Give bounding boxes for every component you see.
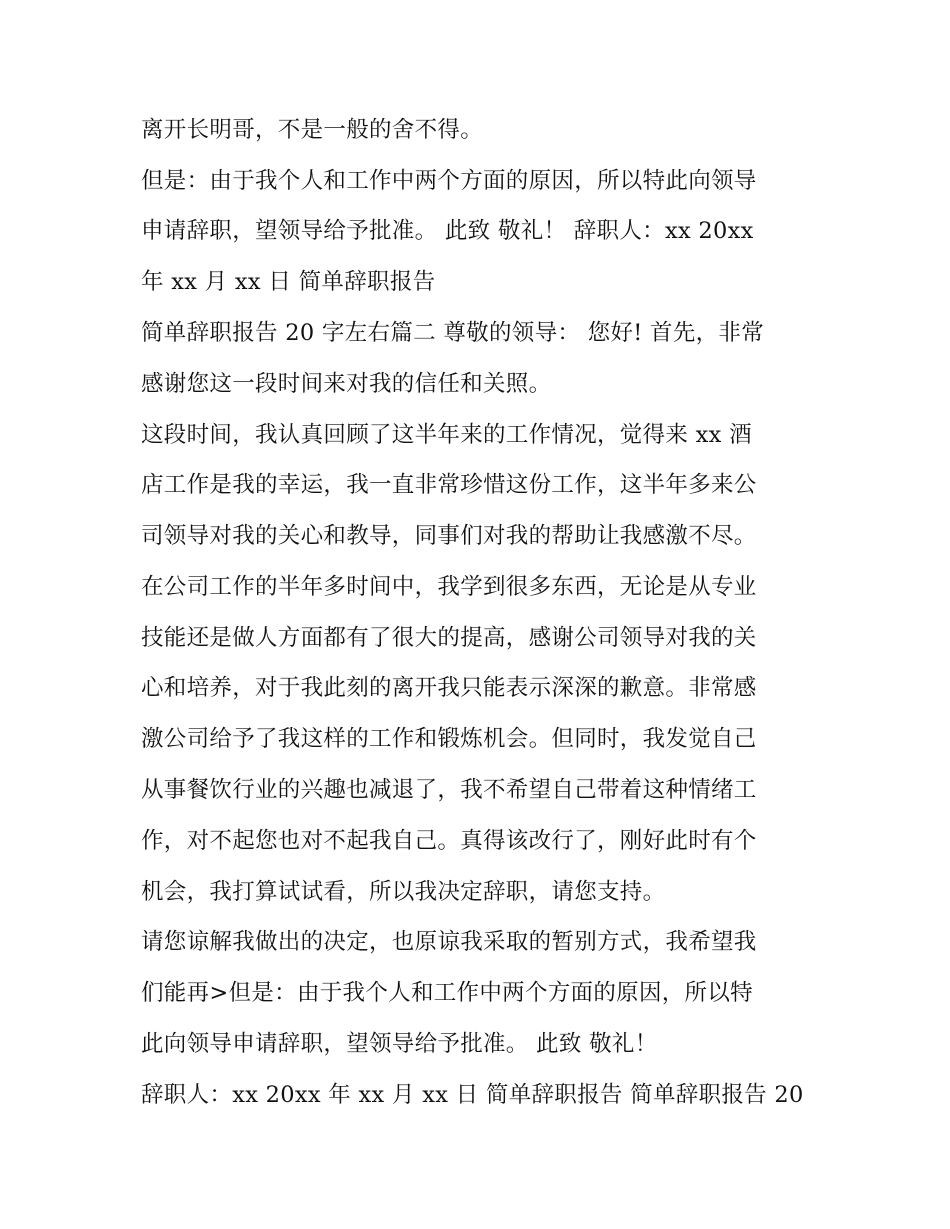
text-line: 年 xx 月 xx 日 简单辞职报告	[141, 269, 436, 295]
text-line: 申请辞职，望领导给予批准。 此致 敬礼！ 辞职人：xx 20xx	[141, 218, 754, 244]
text-line: 司领导对我的关心和教导，同事们对我的帮助让我感激不尽。	[141, 523, 757, 549]
text-line: 简单辞职报告 20 字左右篇二 尊敬的领导： 您好! 首先，非常	[141, 320, 765, 346]
text-line: 店工作是我的幸运，我一直非常珍惜这份工作，这半年多来公	[141, 472, 757, 498]
text-line: 从事餐饮行业的兴趣也减退了，我不希望自己带着这种情绪工	[141, 777, 757, 803]
text-line: 技能还是做人方面都有了很大的提高，感谢公司领导对我的关	[141, 625, 757, 651]
text-line: 激公司给予了我这样的工作和锻炼机会。但同时，我发觉自己	[141, 726, 757, 752]
text-line: 们能再>但是：由于我个人和工作中两个方面的原因，所以特	[141, 980, 753, 1006]
text-line: 辞职人：xx 20xx 年 xx 月 xx 日 简单辞职报告 简单辞职报告 20	[141, 1082, 804, 1108]
text-line: 但是：由于我个人和工作中两个方面的原因，所以特此向领导	[141, 168, 757, 194]
text-line: 作，对不起您也对不起我自己。真得该改行了，刚好此时有个	[141, 828, 757, 854]
text-line: 离开长明哥，不是一般的舍不得。	[141, 117, 484, 143]
text-line: 此向领导申请辞职，望领导给予批准。 此致 敬礼！	[141, 1031, 658, 1057]
text-line: 这段时间，我认真回顾了这半年来的工作情况，觉得来 xx 酒	[141, 422, 752, 448]
text-line: 在公司工作的半年多时间中，我学到很多东西，无论是从专业	[141, 574, 757, 600]
text-line: 感谢您这一段时间来对我的信任和关照。	[141, 371, 552, 397]
text-line: 心和培养，对于我此刻的离开我只能表示深深的歉意。非常感	[141, 675, 757, 701]
text-line: 请您谅解我做出的决定，也原谅我采取的暂别方式，我希望我	[141, 929, 757, 955]
text-line: 机会，我打算试试看，所以我决定辞职，请您支持。	[141, 879, 666, 905]
